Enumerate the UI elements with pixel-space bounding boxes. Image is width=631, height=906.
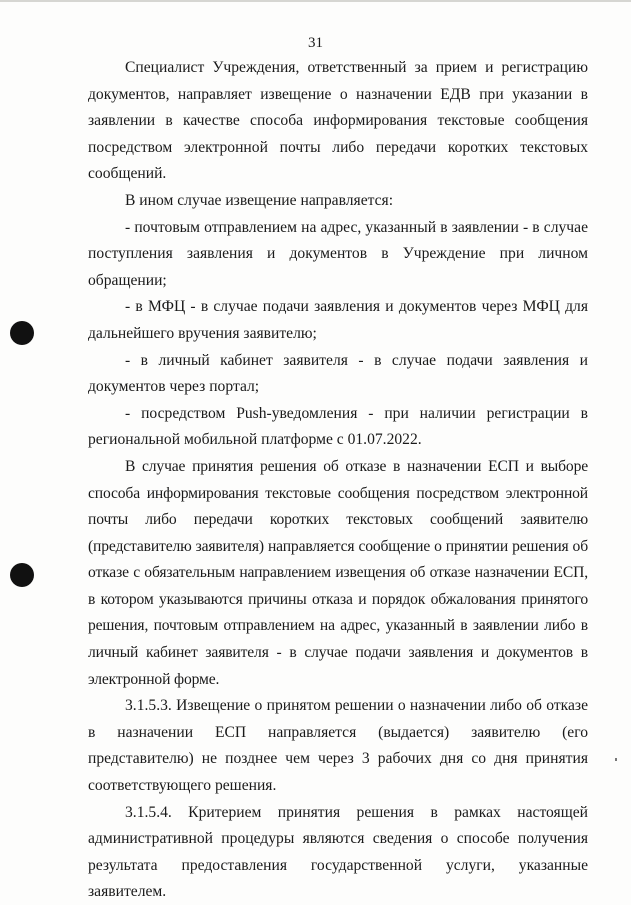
document-body — [88, 55, 588, 906]
page-number: 31 — [308, 35, 323, 51]
list-item-postal: - почтовым отправлением на адрес, указанный в заявлении - в случае поступления заявления и документов в Учреждение при личном обращении; — [88, 218, 588, 289]
scan-top-edge — [0, 0, 631, 2]
paragraph-3-1-5-3: 3.1.5.3. Извещение о принятом решении о назначении либо об отказе в назначении ЕСП направляется (выдается) заявителю (его представителю) не позднее чем через 3 рабочих дня со дня принятия соответствующего решения. — [88, 697, 588, 795]
punch-hole-lower — [10, 563, 34, 587]
paragraph-notification-edv: Специалист Учреждения, ответственный за прием и регистрацию документов, направляет извещение о назначении ЕДВ при указании в заявлении в качестве способа информирования текстовые сообщения посредством электронной почты либо передачи коротких текстовых сообщений. — [88, 59, 588, 183]
list-item-push: - посредством Push-уведомления - при наличии регистрации в региональной мобильной платформе с 01.07.2022. — [88, 404, 588, 449]
paragraph-refusal-esp: В случае принятия решения об отказе в назначении ЕСП и выборе способа информирования текстовые сообщения посредством электронной почты либо передачи коротких текстовых сообщений заявителю (представителю заявителя) направляется сообщение о принятии решения об отказе с обязательным направлением извещения об отказе назначении ЕСП, в котором указываются причины отказа и порядок обжалования принятого решения, почтовым отправлением на адрес, указанный в заявлении либо в личный кабинет заявителя - в случае подачи заявления и документов в электронной форме. — [88, 457, 588, 688]
list-item-mfc: - в МФЦ - в случае подачи заявления и документов через МФЦ для дальнейшего вручения заявителю; — [88, 298, 588, 342]
scan-speck — [615, 758, 617, 761]
list-item-personal-account: - в личный кабинет заявителя - в случае подачи заявления и документов через портал; — [88, 351, 588, 396]
punch-hole-upper — [10, 321, 34, 345]
paragraph-3-1-5-4: 3.1.5.4. Критерием принятия решения в рамках настоящей административной процедуры являются сведения о способе получения результата предоставления государственной услуги, указанные заявителем. — [88, 803, 588, 901]
paragraph-otherwise-intro: В ином случае извещение направляется: — [125, 191, 394, 209]
